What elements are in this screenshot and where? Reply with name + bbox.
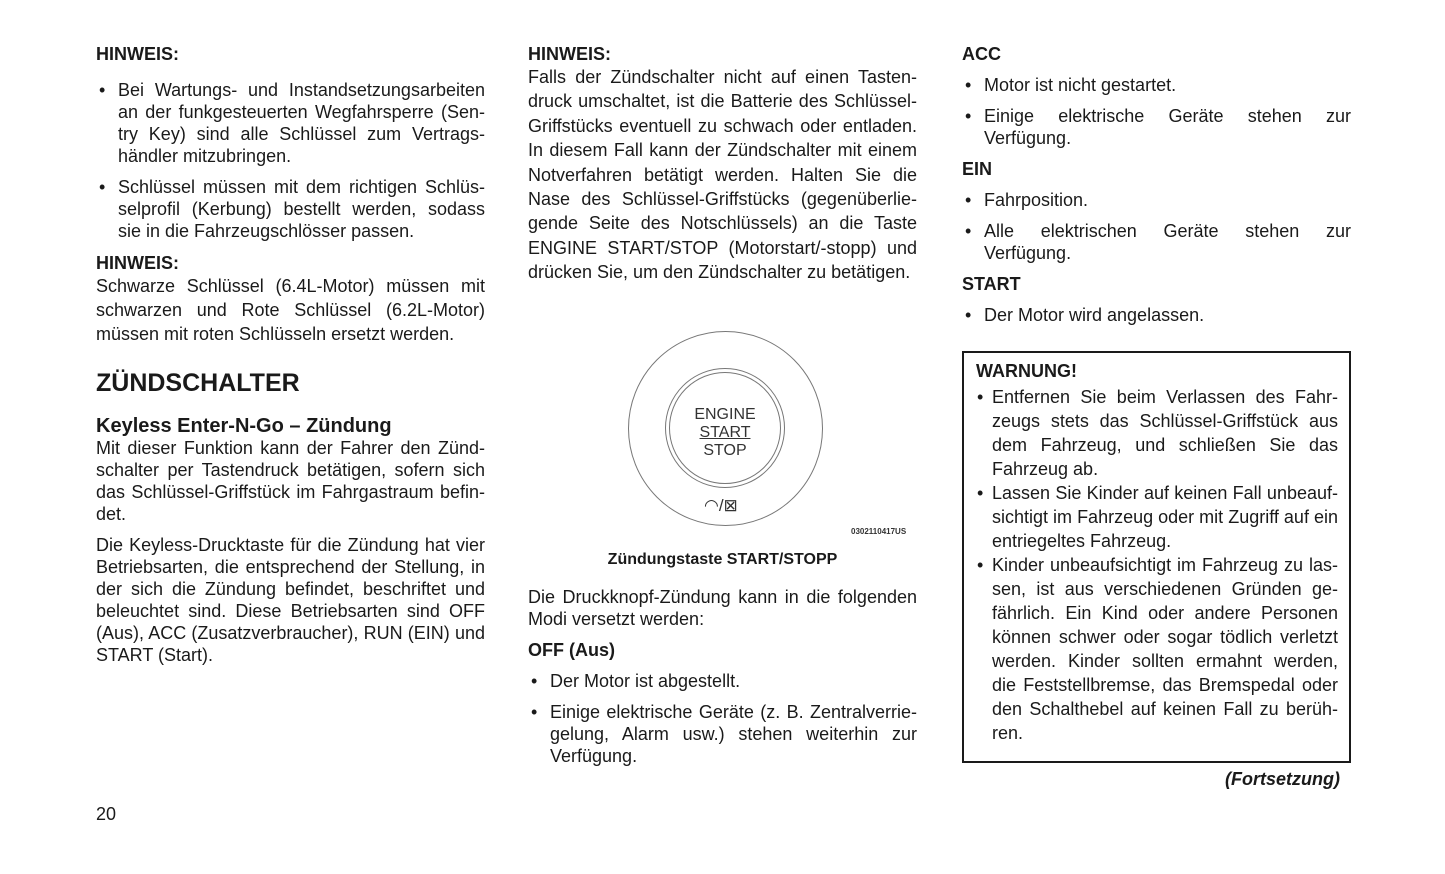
- warning-title: WARNUNG!: [976, 361, 1077, 381]
- continued-label: (Fortsetzung): [1225, 769, 1340, 789]
- column-3: [962, 43, 1351, 335]
- hinweis-heading: HINWEIS:: [528, 44, 611, 64]
- hinweis-heading: HINWEIS:: [96, 253, 179, 273]
- list-item: • Motor ist nicht gestartet.: [962, 74, 1351, 96]
- warning-item: • Entfernen Sie beim Verlassen des Fahrzeugs stets das Schlüssel-Griffstück aus dem Fahrzeug, und schließen Sie das Fahrzeug ab.: [976, 385, 1338, 481]
- list-item: • Der Motor ist abgestellt.: [528, 670, 917, 692]
- list-item: • Alle elektrischen Geräte stehen zur Verfügung.: [962, 220, 1351, 264]
- list-item: • Fahrposition.: [962, 189, 1351, 211]
- ein-heading: EIN: [962, 159, 993, 179]
- start-heading: START: [962, 274, 1021, 294]
- warning-item: • Kinder unbeaufsichtigt im Fahrzeug zu lassen, ist aus verschiedenen Gründen gefährlich. Ein Kind oder andere Personen können schwer oder sogar tödlich verletzt werden. Kinder sollten ermahnt werden, die Feststellbremse, das Bremspedal oder den Schalthebel auf keinen Fall zu berühren.: [976, 553, 1338, 745]
- warning-item: • Lassen Sie Kinder auf keinen Fall unbeaufsichtigt im Fahrzeug oder mit Zugriff auf ein entriegeltes Fahrzeug.: [976, 481, 1338, 553]
- column-2-lower: [528, 586, 917, 776]
- subsection-title: Keyless Enter-N-Go – Zündung: [96, 415, 392, 437]
- figure-code: 0302110417US: [851, 527, 907, 536]
- brake-symbol-icon: ◠/⊠: [704, 496, 738, 515]
- hinweis-heading: HINWEIS:: [96, 44, 179, 64]
- figure-label-engine: ENGINE: [694, 406, 756, 423]
- page-number: 20: [96, 804, 117, 824]
- acc-heading: ACC: [962, 44, 1001, 64]
- figure-label-start: START: [699, 424, 751, 441]
- warning-box: [962, 351, 1351, 763]
- figure-caption: Zündungstaste START/STOPP: [607, 551, 838, 568]
- list-item: • Einige elektrische Geräte (z. B. Zentralverriegelung, Alarm usw.) stehen weiterhin zur Verfügung.: [528, 701, 917, 767]
- column-2: [528, 43, 917, 285]
- column-1: [96, 43, 485, 666]
- note-text: Falls der Zündschalter nicht auf einen Tastendruck umschaltet, ist die Batterie des Schlüssel-Griffstücks eventuell zu schwach oder entladen. In diesem Fall kann der Zündschalter mit einem Notverfahren betätigt werden. Halten Sie die Nase des Schlüssel-Griffstücks (gegenüberliegende Seite des Notschlüssels) an die Taste ENGINE START/STOP (Motorstart/-stopp) und drücken Sie, um den Zündschalter zu betätigen.: [528, 67, 917, 283]
- section-title: ZÜNDSCHALTER: [96, 369, 300, 397]
- paragraph: Die Druckknopf-Zündung kann in die folgenden Modi versetzt werden:: [528, 587, 917, 629]
- list-item: • Schlüssel müssen mit dem richtigen Schlüsselprofil (Kerbung) bestellt werden, sodass sie in die Fahrzeugschlösser passen.: [96, 176, 485, 242]
- list-item: • Bei Wartungs- und Instandsetzungsarbeiten an der funkgesteuerten Wegfahrsperre (Sentry Key) sind alle Schlüssel zum Vertragshändler mitzubringen.: [96, 79, 485, 167]
- note-text: Schwarze Schlüssel (6.4L-Motor) müssen mit schwarzen und Rote Schlüssel (6.2L-Motor) müssen mit roten Schlüsseln ersetzt werden.: [96, 276, 485, 344]
- paragraph: Mit dieser Funktion kann der Fahrer den Zündschalter per Tastendruck betätigen, sofern sich das Schlüssel-Griffstück im Fahrgastraum befindet.: [96, 438, 485, 524]
- paragraph: Die Keyless-Drucktaste für die Zündung hat vier Betriebsarten, die entsprechend der Stellung, in der sich die Zündung befindet, beschriftet und beleuchtet sind. Diese Betriebsarten sind OFF (Aus), ACC (Zusatzverbraucher), RUN (EIN) und START (Start).: [96, 535, 485, 665]
- off-heading: OFF (Aus): [528, 640, 615, 660]
- figure-label-stop: STOP: [703, 442, 747, 459]
- start-stop-button-figure: [628, 331, 823, 526]
- list-item: • Einige elektrische Geräte stehen zur Verfügung.: [962, 105, 1351, 149]
- list-item: • Der Motor wird angelassen.: [962, 304, 1351, 326]
